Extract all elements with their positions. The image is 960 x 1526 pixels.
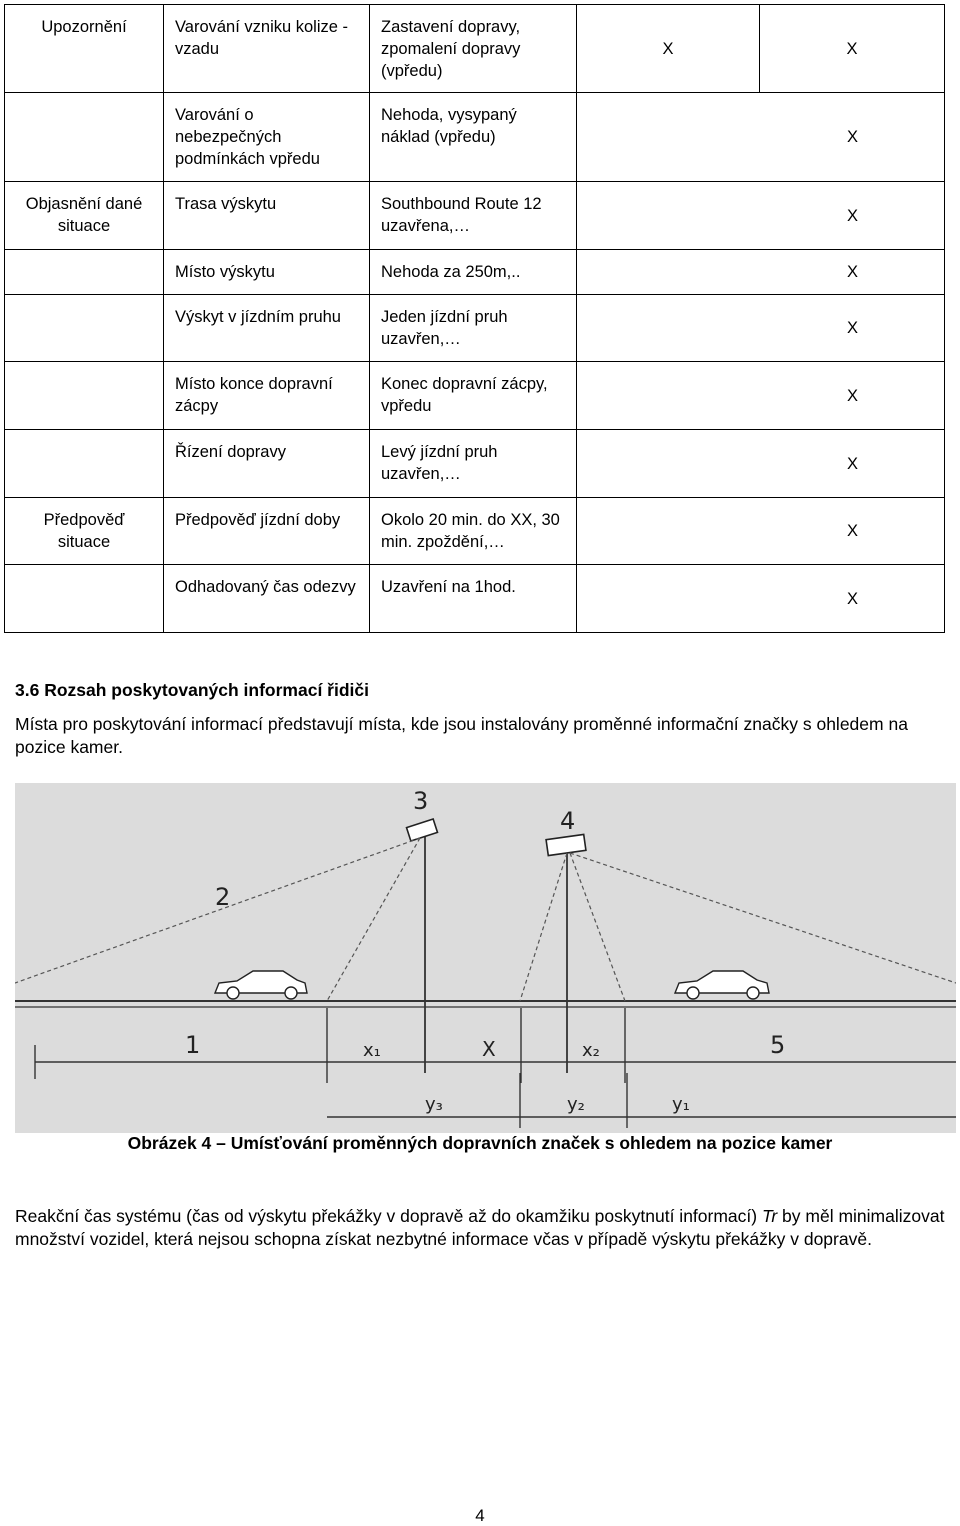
table-cell-type: Výskyt v jízdním pruhu bbox=[164, 295, 370, 362]
table-cell-category: Předpověď situace bbox=[5, 498, 164, 565]
camera-number-label: 3 bbox=[413, 787, 429, 815]
section-paragraph: Místa pro poskytování informací představují místa, kde jsou instalovány proměnné informační značky s ohledem na pozice kamer. bbox=[15, 714, 908, 757]
table-cell-example: Nehoda, vysypaný náklad (vpředu) bbox=[370, 93, 577, 182]
table-cell-example: Zastavení dopravy, zpomalení dopravy (vpředu) bbox=[370, 5, 577, 93]
camera-placement-drawing bbox=[15, 783, 956, 1133]
reaction-time-symbol: Tr bbox=[761, 1206, 778, 1226]
table-cell-example: Levý jízdní pruh uzavřen,… bbox=[370, 430, 577, 498]
paragraph-text-end: by měl minimalizovat množství vozidel, která nejsou schopna získat nezbytné informace včas v případě výskytu překážky v dopravě. bbox=[15, 1206, 945, 1249]
table-row bbox=[5, 498, 945, 565]
table-cell-mark: X bbox=[577, 362, 945, 430]
table-row bbox=[5, 182, 945, 250]
table-cell-category bbox=[5, 430, 164, 498]
table-row bbox=[5, 5, 945, 93]
page-number: 4 bbox=[475, 1506, 485, 1525]
table-cell-mark: X bbox=[577, 5, 760, 93]
table-cell-mark: X bbox=[577, 182, 945, 250]
table-row bbox=[5, 93, 945, 182]
camera-placement-figure bbox=[15, 783, 956, 1133]
table-row bbox=[5, 362, 945, 430]
table-cell-example: Southbound Route 12 uzavřena,… bbox=[370, 182, 577, 250]
table-cell-type: Varování o nebezpečných podmínkách vpředu bbox=[164, 93, 370, 182]
reaction-time-paragraph bbox=[15, 1205, 955, 1251]
table-cell-type: Odhadovaný čas odezvy bbox=[164, 565, 370, 633]
table-cell-mark: X bbox=[760, 5, 945, 93]
distance-label-y3: y₃ bbox=[425, 1094, 443, 1115]
table-cell-category bbox=[5, 250, 164, 295]
view-cone-label: 2 bbox=[215, 883, 231, 911]
section-heading: 3.6 Rozsah poskytovaných informací řidiči bbox=[15, 680, 369, 700]
table-cell-example: Konec dopravní zácpy, vpředu bbox=[370, 362, 577, 430]
table-row bbox=[5, 295, 945, 362]
table-cell-example: Nehoda za 250m,.. bbox=[370, 250, 577, 295]
camera-view-lines bbox=[15, 838, 956, 1001]
figure-caption: Obrázek 4 – Umísťování proměnných dopravních značek s ohledem na pozice kamer bbox=[127, 1133, 833, 1153]
table-cell-category bbox=[5, 93, 164, 182]
table-cell-type: Varování vzniku kolize - vzadu bbox=[164, 5, 370, 93]
segment-label-1: 1 bbox=[185, 1031, 201, 1059]
table-cell-mark: X bbox=[577, 295, 945, 362]
distance-label-y2: y₂ bbox=[567, 1094, 585, 1115]
table-cell-type: Trasa výskytu bbox=[164, 182, 370, 250]
distance-label-x1: x₁ bbox=[363, 1040, 381, 1061]
segment-label-5: 5 bbox=[770, 1031, 786, 1059]
table-cell-mark: X bbox=[577, 498, 945, 565]
information-table bbox=[4, 4, 945, 633]
table-cell-example: Jeden jízdní pruh uzavřen,… bbox=[370, 295, 577, 362]
table-cell-type: Předpověď jízdní doby bbox=[164, 498, 370, 565]
car-icon bbox=[215, 971, 307, 999]
table-cell-mark: X bbox=[577, 565, 945, 633]
table-cell-category bbox=[5, 362, 164, 430]
table-cell-category: Objasnění dané situace bbox=[5, 182, 164, 250]
sign-icon bbox=[546, 834, 586, 855]
distance-label-y1: y₁ bbox=[672, 1094, 690, 1115]
dimension-lines bbox=[35, 1008, 956, 1128]
table-cell-mark: X bbox=[577, 430, 945, 498]
table-cell-example: Okolo 20 min. do XX, 30 min. zpoždění,… bbox=[370, 498, 577, 565]
distance-label-x2: x₂ bbox=[582, 1040, 600, 1061]
table-row bbox=[5, 565, 945, 633]
table-cell-mark: X bbox=[577, 250, 945, 295]
table-cell-type: Místo konce dopravní zácpy bbox=[164, 362, 370, 430]
table-cell-type: Místo výskytu bbox=[164, 250, 370, 295]
table-cell-category: Upozornění bbox=[5, 5, 164, 93]
table-row bbox=[5, 250, 945, 295]
camera-icon bbox=[407, 819, 438, 841]
distance-label-x: X bbox=[482, 1037, 496, 1061]
table-row bbox=[5, 430, 945, 498]
table-cell-type: Řízení dopravy bbox=[164, 430, 370, 498]
paragraph-text-start: Reakční čas systému (čas od výskytu překážky v dopravě až do okamžiku poskytnutí informací) bbox=[15, 1206, 762, 1226]
table-cell-mark: X bbox=[577, 93, 945, 182]
car-icon bbox=[675, 971, 769, 999]
sign-number-label: 4 bbox=[560, 807, 576, 835]
table-cell-category bbox=[5, 295, 164, 362]
table-cell-example: Uzavření na 1hod. bbox=[370, 565, 577, 633]
table-cell-category bbox=[5, 565, 164, 633]
